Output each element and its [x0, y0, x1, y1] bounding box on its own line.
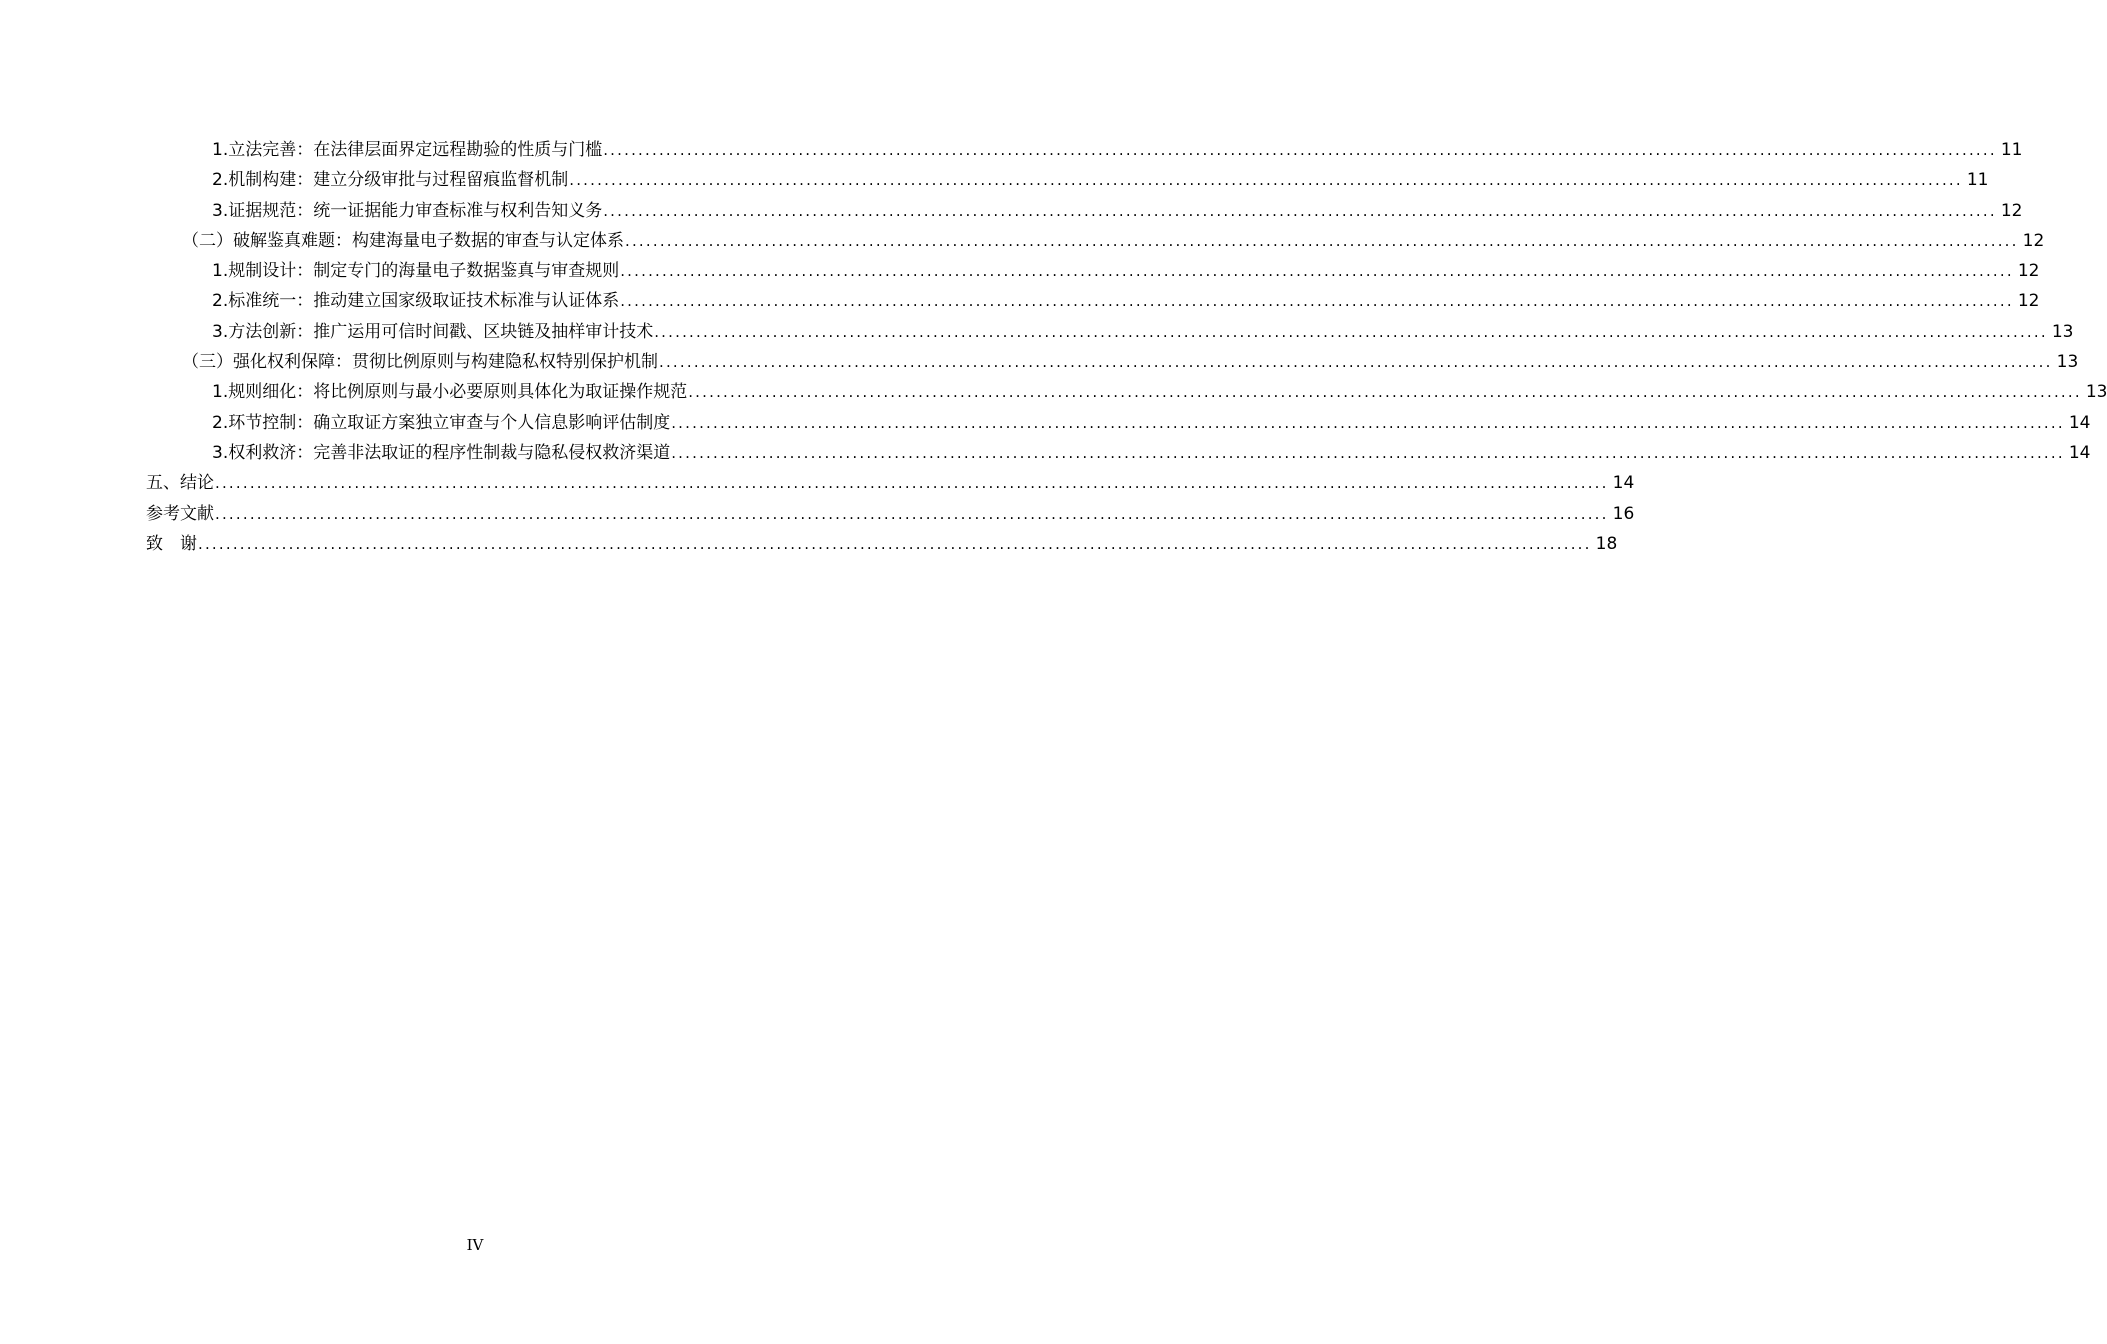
toc-entry-page: 14 [2068, 442, 2091, 463]
toc-entry-title: 1.立法完善：在法律层面界定远程勘验的性质与门槛 [212, 140, 603, 160]
toc-leader-dots: ........................................................................................................................................................................................................ [671, 443, 2065, 462]
page-number: IV [466, 1236, 484, 1254]
toc-entry[interactable] [146, 408, 2091, 438]
toc-entry[interactable] [146, 438, 2091, 468]
toc-entry-title: 3.权利救济：完善非法取证的程序性制裁与隐私侵权救济渠道 [212, 442, 671, 463]
toc-entry[interactable] [146, 226, 2045, 256]
toc-entry-title: 2.标准统一：推动建立国家级取证技术标准与认证体系 [212, 291, 620, 312]
toc-entry-page: 14 [2068, 412, 2091, 433]
toc-entry-title: 致 谢 [146, 533, 197, 554]
toc-entry-title: 3.证据规范：统一证据能力审查标准与权利告知义务 [212, 200, 603, 221]
toc-entry[interactable] [146, 499, 1635, 529]
toc-entry-page: 14 [1612, 473, 1635, 494]
toc-entry-page: 13 [2056, 352, 2079, 373]
toc-entry-title: （三）强化权利保障：贯彻比例原则与构建隐私权特别保护机制 [182, 352, 658, 373]
toc-entry[interactable] [146, 317, 2074, 347]
toc-leader-dots: ........................................................................................................................................................................................................ [620, 262, 2014, 281]
toc-entry-title: 2.环节控制：确立取证方案独立审查与个人信息影响评估制度 [212, 412, 671, 433]
toc-entry-title: 2.机制构建：建立分级审批与过程留痕监督机制 [212, 170, 569, 191]
toc-entry[interactable] [146, 529, 1618, 559]
toc-leader-dots: ........................................................................................................................................................................................................ [654, 322, 2048, 341]
toc-entry[interactable] [146, 135, 2023, 165]
toc-leader-dots: ........................................................................................................................................................................................................ [625, 231, 2019, 250]
toc-leader-dots: ........................................................................................................................................................................................................ [198, 534, 1592, 553]
toc-entry-title: 参考文献 [146, 503, 214, 524]
toc-entry-page: 13 [2085, 382, 2107, 403]
toc-entry-page: 12 [2017, 261, 2040, 282]
toc-leader-dots: ........................................................................................................................................................................................................ [603, 201, 1997, 220]
toc-leader-dots: ........................................................................................................................................................................................................ [569, 171, 1963, 190]
toc-entry[interactable] [146, 286, 2040, 316]
table-of-contents [146, 135, 2107, 559]
toc-entry[interactable] [146, 256, 2040, 286]
toc-entry-page: 18 [1595, 533, 1618, 554]
toc-entry-page: 12 [2000, 200, 2023, 221]
toc-entry-page: 12 [2017, 291, 2040, 312]
toc-entry-page: 13 [2051, 321, 2074, 342]
toc-leader-dots: ........................................................................................................................................................................................................ [215, 504, 1609, 523]
toc-entry-title: （二）破解鉴真难题：构建海量电子数据的审查与认定体系 [182, 230, 624, 251]
toc-leader-dots: ........................................................................................................................................................................................................ [659, 353, 2053, 372]
toc-entry-title: 五、结论 [146, 473, 214, 494]
toc-entry-title: 3.方法创新：推广运用可信时间戳、区块链及抽样审计技术 [212, 321, 654, 342]
toc-entry[interactable] [146, 196, 2023, 226]
toc-entry-page: 11 [2000, 140, 2023, 160]
toc-entry[interactable] [146, 347, 2079, 377]
toc-entry-title: 1.规制设计：制定专门的海量电子数据鉴真与审查规则 [212, 261, 620, 282]
toc-leader-dots: ........................................................................................................................................................................................................ [671, 413, 2065, 432]
toc-entry-page: 11 [1966, 170, 1989, 191]
toc-leader-dots: ........................................................................................................................................................................................................ [620, 292, 2014, 311]
toc-entry-page: 16 [1612, 503, 1635, 524]
toc-entry[interactable] [146, 377, 2107, 407]
toc-entry-page: 12 [2022, 230, 2045, 251]
toc-leader-dots: ........................................................................................................................................................................................................ [215, 474, 1609, 493]
toc-entry-title: 1.规则细化：将比例原则与最小必要原则具体化为取证操作规范 [212, 382, 688, 403]
toc-entry[interactable] [146, 165, 1989, 195]
toc-leader-dots: ........................................................................................................................................................................................................ [603, 141, 1997, 159]
toc-leader-dots: ........................................................................................................................................................................................................ [688, 383, 2082, 402]
toc-entry[interactable] [146, 468, 1635, 498]
